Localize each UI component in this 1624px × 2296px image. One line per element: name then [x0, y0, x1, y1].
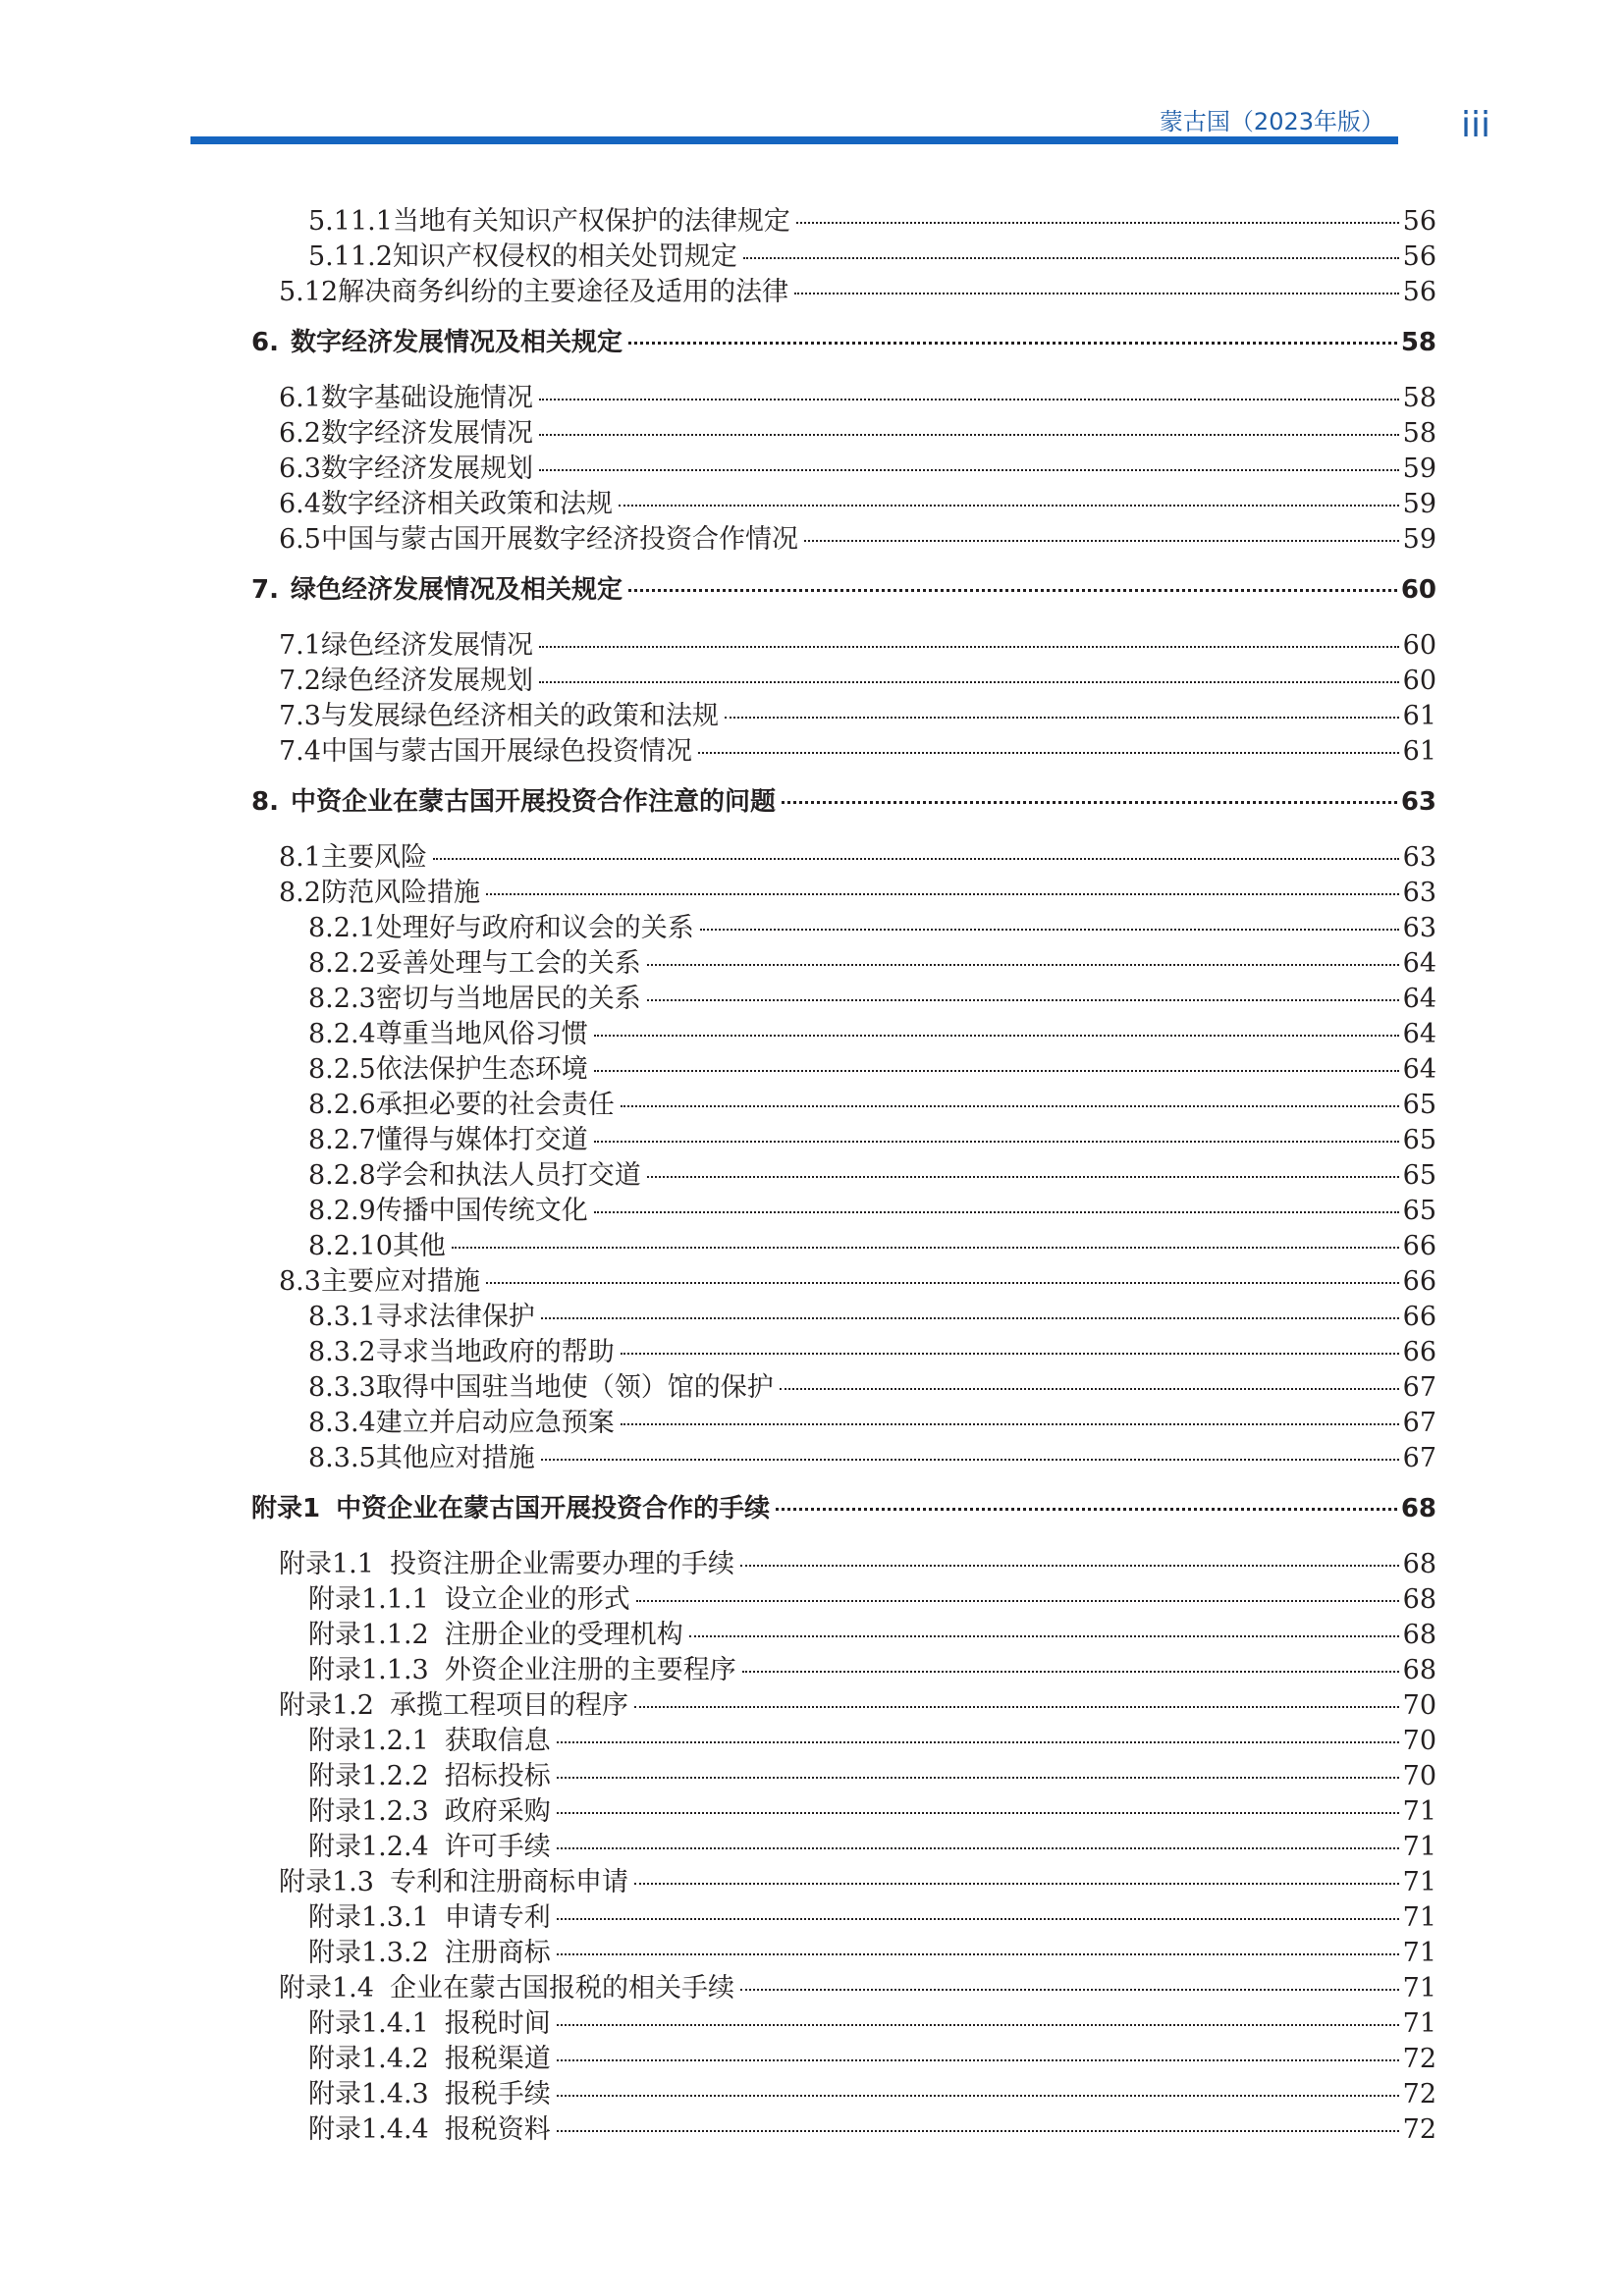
toc-entry-page: 70: [1402, 1761, 1436, 1791]
toc-entry-title: 取得中国驻当地使（领）馆的保护: [375, 1372, 774, 1403]
toc-chapter[interactable]: [251, 569, 1436, 606]
toc-entry-title: 当地有关知识产权保护的法律规定: [392, 206, 790, 237]
header-rule: [190, 136, 1398, 144]
toc-entry-number: 8.3.2: [308, 1337, 376, 1367]
toc-entry-title: 建立并启动应急预案: [375, 1408, 615, 1438]
toc-entry-title: 中国与蒙古国开展绿色投资情况: [320, 736, 692, 767]
toc-entry[interactable]: [279, 482, 1436, 520]
toc-entry-number: 7.2: [279, 666, 321, 696]
toc-entry[interactable]: [279, 623, 1436, 662]
toc-entry-number: 附录1.3.2: [308, 1938, 429, 1968]
toc-entry-number: 附录1.1: [279, 1549, 374, 1579]
toc-entry[interactable]: [279, 729, 1436, 768]
toc-entry-number: 7.4: [279, 736, 321, 767]
toc-entry-page: 68: [1402, 1655, 1436, 1685]
toc-entry-title: 设立企业的形式: [444, 1584, 630, 1615]
toc-entry-page: 58: [1402, 418, 1436, 449]
toc-entry[interactable]: [279, 376, 1436, 414]
dot-leader: [433, 858, 1399, 860]
toc-entry-title: 承揽工程项目的程序: [389, 1690, 628, 1721]
toc-entry-number: 5.12: [279, 277, 339, 307]
dot-leader: [743, 257, 1399, 259]
toc-entry-title: 其他应对措施: [375, 1443, 535, 1473]
toc-entry-title: 尊重当地风俗习惯: [375, 1019, 588, 1049]
toc-entry[interactable]: [308, 1754, 1436, 1792]
toc-entry-title: 投资注册企业需要办理的手续: [389, 1549, 734, 1579]
toc-entry-title: 许可手续: [444, 1832, 551, 1862]
toc-entry[interactable]: [279, 1259, 1436, 1298]
dot-leader: [740, 1989, 1399, 1991]
toc-entry-number: 8.3: [279, 1266, 321, 1297]
toc-entry-number: 6.2: [279, 418, 321, 449]
dot-leader: [557, 2024, 1399, 2026]
running-head: 蒙古国（2023年版）: [1159, 108, 1384, 135]
toc-entry[interactable]: [308, 1789, 1436, 1828]
toc-entry-title: 密切与当地居民的关系: [375, 984, 641, 1014]
toc-entry-title: 申请专利: [444, 1902, 551, 1933]
toc-entry-page: 71: [1402, 1867, 1436, 1897]
toc-entry[interactable]: [308, 1931, 1436, 1969]
toc-entry-page: 60: [1402, 630, 1436, 661]
toc-entry[interactable]: [308, 906, 1436, 944]
toc-entry-page: 56: [1402, 277, 1436, 307]
dot-leader: [557, 2095, 1399, 2097]
toc-entry-number: 6.5: [279, 524, 321, 555]
toc-entry-title: 数字经济发展规划: [320, 454, 533, 484]
toc-entry-title: 注册商标: [444, 1938, 551, 1968]
toc-entry[interactable]: [308, 1648, 1436, 1686]
toc-entry-page: 63: [1402, 913, 1436, 943]
dot-leader: [594, 1070, 1399, 1072]
page-number: iii: [1461, 105, 1491, 145]
toc-chapter-title: 中资企业在蒙古国开展投资合作注意的问题: [291, 787, 777, 817]
dot-leader: [619, 505, 1399, 507]
toc-entry-number: 附录1.1.3: [308, 1655, 429, 1685]
dot-leader: [557, 2130, 1399, 2132]
toc-entry[interactable]: [308, 1153, 1436, 1192]
dot-leader: [486, 1282, 1399, 1284]
toc-entry[interactable]: [279, 1683, 1436, 1722]
toc-chapter-title: 数字经济发展情况及相关规定: [291, 328, 623, 357]
toc-entry[interactable]: [308, 1047, 1436, 1086]
toc-entry-number: 8.2.3: [308, 984, 376, 1014]
dot-leader: [621, 1353, 1399, 1355]
toc-entry-title: 中国与蒙古国开展数字经济投资合作情况: [320, 524, 798, 555]
dot-leader: [804, 540, 1399, 542]
toc-chapter-page: 63: [1400, 787, 1436, 817]
toc-entry-number: 8.3.1: [308, 1302, 376, 1332]
toc-entry-number: 附录1.2.1: [308, 1726, 429, 1756]
dot-leader: [539, 469, 1399, 471]
toc-entry-number: 附录1.3.1: [308, 1902, 429, 1933]
toc-entry-title: 知识产权侵权的相关处罚规定: [392, 241, 737, 272]
toc-entry[interactable]: [279, 659, 1436, 697]
dot-leader: [796, 222, 1399, 224]
toc-entry-title: 寻求当地政府的帮助: [375, 1337, 615, 1367]
toc-entry-page: 65: [1402, 1160, 1436, 1191]
toc-entry-title: 报税资料: [444, 2114, 551, 2145]
dot-leader: [539, 646, 1399, 648]
dot-leader: [621, 1423, 1399, 1425]
toc-entry-page: 72: [1402, 2079, 1436, 2109]
toc-entry[interactable]: [308, 2072, 1436, 2110]
toc-entry-page: 67: [1402, 1372, 1436, 1403]
toc-entry-number: 附录1.4.2: [308, 2044, 429, 2074]
toc-entry-number: 6.4: [279, 489, 321, 519]
toc-entry-page: 66: [1402, 1302, 1436, 1332]
toc-chapter[interactable]: [251, 1488, 1436, 1524]
toc-entry-title: 承担必要的社会责任: [375, 1090, 615, 1120]
toc-entry-number: 8.2.2: [308, 948, 376, 979]
dot-leader: [740, 1565, 1399, 1567]
toc-entry-page: 72: [1402, 2044, 1436, 2074]
toc-entry[interactable]: [279, 871, 1436, 909]
toc-entry-page: 71: [1402, 1938, 1436, 1968]
toc-entry-title: 解决商务纠纷的主要途径及适用的法律: [338, 277, 789, 307]
toc-entry-number: 附录1.1.2: [308, 1620, 429, 1650]
toc-entry-page: 66: [1402, 1337, 1436, 1367]
toc-entry-number: 8.2: [279, 878, 321, 908]
toc-entry-page: 66: [1402, 1266, 1436, 1297]
toc-entry-page: 56: [1402, 241, 1436, 272]
toc-entry[interactable]: [279, 694, 1436, 732]
toc-entry[interactable]: [308, 199, 1436, 238]
toc-entry-title: 绿色经济发展规划: [320, 666, 533, 696]
toc-entry-title: 外资企业注册的主要程序: [444, 1655, 736, 1685]
dot-leader: [689, 1635, 1399, 1637]
toc-chapter[interactable]: [251, 781, 1436, 818]
toc-entry[interactable]: [279, 1860, 1436, 1898]
dot-leader: [782, 801, 1397, 804]
toc-entry[interactable]: [279, 835, 1436, 874]
toc-entry[interactable]: [308, 977, 1436, 1015]
toc-entry[interactable]: [308, 1365, 1436, 1404]
dot-leader: [621, 1105, 1399, 1107]
toc-entry-page: 70: [1402, 1690, 1436, 1721]
toc-chapter-number: 7.: [251, 575, 279, 605]
toc-entry-number: 8.1: [279, 842, 321, 873]
dot-leader: [725, 717, 1399, 719]
toc-entry-number: 附录1.2: [279, 1690, 374, 1721]
toc-entry-number: 附录1.2.3: [308, 1796, 429, 1827]
toc-entry-number: 7.1: [279, 630, 321, 661]
toc-entry[interactable]: [308, 1083, 1436, 1121]
toc-entry-page: 66: [1402, 1231, 1436, 1261]
toc-entry[interactable]: [308, 1224, 1436, 1262]
toc-chapter[interactable]: [251, 322, 1436, 358]
dot-leader: [539, 399, 1399, 400]
toc-entry-page: 65: [1402, 1090, 1436, 1120]
toc-entry-page: 71: [1402, 2008, 1436, 2039]
dot-leader: [541, 1459, 1399, 1461]
toc-entry[interactable]: [308, 1401, 1436, 1439]
dot-leader: [594, 1141, 1399, 1143]
toc-entry-page: 61: [1402, 701, 1436, 731]
toc-entry-number: 附录1.2.2: [308, 1761, 429, 1791]
dot-leader: [647, 964, 1399, 966]
toc-entry-title: 处理好与政府和议会的关系: [375, 913, 694, 943]
toc-chapter-page: 58: [1400, 328, 1436, 357]
toc-entry-page: 64: [1402, 1054, 1436, 1085]
dot-leader: [557, 1847, 1399, 1849]
dot-leader: [486, 893, 1399, 895]
dot-leader: [452, 1247, 1399, 1249]
toc-entry[interactable]: [308, 1330, 1436, 1368]
dot-leader: [794, 293, 1399, 294]
toc-entry-number: 8.2.10: [308, 1231, 393, 1261]
dot-leader: [594, 1211, 1399, 1213]
toc-entry-page: 64: [1402, 1019, 1436, 1049]
toc-entry-title: 数字基础设施情况: [320, 383, 533, 413]
toc-entry-page: 63: [1402, 878, 1436, 908]
toc-entry-title: 其他: [392, 1231, 446, 1261]
toc-entry-title: 传播中国传统文化: [375, 1196, 588, 1226]
toc-entry-page: 58: [1402, 383, 1436, 413]
toc-entry-number: 8.2.6: [308, 1090, 376, 1120]
toc-entry[interactable]: [279, 411, 1436, 450]
toc-entry-number: 附录1.3: [279, 1867, 374, 1897]
toc-entry-number: 附录1.4.4: [308, 2114, 429, 2145]
toc-entry-title: 专利和注册商标申请: [389, 1867, 628, 1897]
toc-entry-title: 数字经济发展情况: [320, 418, 533, 449]
toc-entry-title: 招标投标: [444, 1761, 551, 1791]
toc-chapter-page: 60: [1400, 575, 1436, 605]
toc-entry-page: 71: [1402, 1973, 1436, 2003]
toc-entry-page: 64: [1402, 948, 1436, 979]
toc-entry-title: 企业在蒙古国报税的相关手续: [389, 1973, 734, 2003]
toc-entry[interactable]: [308, 1012, 1436, 1050]
toc-entry-title: 主要应对措施: [320, 1266, 480, 1297]
toc-entry-page: 68: [1402, 1584, 1436, 1615]
toc-chapter-page: 68: [1400, 1494, 1436, 1523]
toc-entry-number: 8.2.5: [308, 1054, 376, 1085]
toc-entry[interactable]: [279, 447, 1436, 485]
toc-entry[interactable]: [308, 1118, 1436, 1156]
toc-entry-title: 与发展绿色经济相关的政策和法规: [320, 701, 719, 731]
toc-entry-page: 67: [1402, 1408, 1436, 1438]
toc-entry-title: 妥善处理与工会的关系: [375, 948, 641, 979]
toc-entry-page: 60: [1402, 666, 1436, 696]
toc-entry-title: 学会和执法人员打交道: [375, 1160, 641, 1191]
toc-entry[interactable]: [308, 2037, 1436, 2075]
toc-entry-page: 61: [1402, 736, 1436, 767]
toc-entry-title: 依法保护生态环境: [375, 1054, 588, 1085]
toc-entry[interactable]: [279, 1966, 1436, 2004]
toc-entry[interactable]: [308, 941, 1436, 980]
dot-leader: [780, 1388, 1399, 1390]
toc-entry-title: 主要风险: [320, 842, 427, 873]
toc-entry-number: 8.2.1: [308, 913, 376, 943]
dot-leader: [698, 752, 1399, 754]
toc-entry-title: 政府采购: [444, 1796, 551, 1827]
toc-entry-number: 8.3.4: [308, 1408, 376, 1438]
toc-entry-number: 6.3: [279, 454, 321, 484]
dot-leader: [636, 1600, 1399, 1602]
toc-entry-title: 注册企业的受理机构: [444, 1620, 683, 1650]
dot-leader: [628, 589, 1397, 592]
dot-leader: [557, 1777, 1399, 1779]
dot-leader: [742, 1671, 1399, 1673]
toc-entry[interactable]: [308, 1436, 1436, 1474]
toc-entry[interactable]: [279, 270, 1436, 308]
toc-entry-number: 5.11.1: [308, 206, 393, 237]
toc-entry-number: 8.3.5: [308, 1443, 376, 1473]
toc-entry-page: 65: [1402, 1125, 1436, 1155]
dot-leader: [557, 1953, 1399, 1955]
toc-entry-page: 68: [1402, 1549, 1436, 1579]
toc-entry[interactable]: [308, 1577, 1436, 1616]
dot-leader: [539, 434, 1399, 436]
toc-chapter-title: 绿色经济发展情况及相关规定: [291, 575, 623, 605]
toc-entry-title: 懂得与媒体打交道: [375, 1125, 588, 1155]
dot-leader: [634, 1883, 1399, 1885]
toc-entry-page: 70: [1402, 1726, 1436, 1756]
toc-entry-page: 64: [1402, 984, 1436, 1014]
toc-entry-number: 8.2.9: [308, 1196, 376, 1226]
toc-entry-page: 63: [1402, 842, 1436, 873]
toc-entry-title: 报税时间: [444, 2008, 551, 2039]
toc-entry-page: 71: [1402, 1796, 1436, 1827]
toc-entry-number: 7.3: [279, 701, 321, 731]
toc-entry-number: 8.2.8: [308, 1160, 376, 1191]
dot-leader: [700, 929, 1399, 931]
toc-entry-title: 获取信息: [444, 1726, 551, 1756]
dot-leader: [628, 342, 1397, 345]
toc-entry-number: 8.2.4: [308, 1019, 376, 1049]
toc-entry-title: 报税手续: [444, 2079, 551, 2109]
dot-leader: [557, 1741, 1399, 1743]
toc-entry-number: 8.2.7: [308, 1125, 376, 1155]
toc-entry[interactable]: [308, 1189, 1436, 1227]
toc-entry-number: 附录1.4.3: [308, 2079, 429, 2109]
toc-entry[interactable]: [308, 1719, 1436, 1757]
toc-entry-page: 56: [1402, 206, 1436, 237]
toc-entry-page: 72: [1402, 2114, 1436, 2145]
dot-leader: [647, 1176, 1399, 1178]
toc-chapter-title: 中资企业在蒙古国开展投资合作的手续: [336, 1494, 771, 1523]
toc-entry[interactable]: [308, 2002, 1436, 2040]
toc-chapter-number: 8.: [251, 787, 279, 817]
dot-leader: [541, 1317, 1399, 1319]
toc-entry[interactable]: [308, 1825, 1436, 1863]
dot-leader: [557, 2059, 1399, 2061]
toc-entry-page: 59: [1402, 524, 1436, 555]
toc-entry[interactable]: [308, 1896, 1436, 1934]
dot-leader: [647, 999, 1399, 1001]
toc-entry-page: 71: [1402, 1832, 1436, 1862]
toc-entry-number: 5.11.2: [308, 241, 393, 272]
toc-entry-title: 防范风险措施: [320, 878, 480, 908]
toc-entry-page: 65: [1402, 1196, 1436, 1226]
toc-entry-number: 附录1.1.1: [308, 1584, 429, 1615]
toc-entry-number: 附录1.4: [279, 1973, 374, 2003]
toc-entry-number: 附录1.4.1: [308, 2008, 429, 2039]
toc-entry[interactable]: [279, 517, 1436, 556]
toc-chapter-number: 附录1: [251, 1494, 321, 1523]
dot-leader: [776, 1508, 1397, 1511]
toc-chapter-number: 6.: [251, 328, 279, 357]
dot-leader: [539, 681, 1399, 683]
toc-entry-number: 8.3.3: [308, 1372, 376, 1403]
toc-entry-page: 67: [1402, 1443, 1436, 1473]
toc-entry-page: 59: [1402, 489, 1436, 519]
toc-entry[interactable]: [279, 1542, 1436, 1580]
toc-entry-title: 报税渠道: [444, 2044, 551, 2074]
toc-entry[interactable]: [308, 2108, 1436, 2146]
toc-entry[interactable]: [308, 1613, 1436, 1651]
toc-entry-title: 数字经济相关政策和法规: [320, 489, 613, 519]
toc-entry-page: 68: [1402, 1620, 1436, 1650]
toc-entry-number: 附录1.2.4: [308, 1832, 429, 1862]
dot-leader: [557, 1812, 1399, 1814]
toc-entry-title: 寻求法律保护: [375, 1302, 535, 1332]
toc-entry[interactable]: [308, 1295, 1436, 1333]
toc-entry-number: 6.1: [279, 383, 321, 413]
toc-entry-title: 绿色经济发展情况: [320, 630, 533, 661]
dot-leader: [594, 1035, 1399, 1037]
dot-leader: [634, 1706, 1399, 1708]
dot-leader: [557, 1918, 1399, 1920]
toc-entry-page: 59: [1402, 454, 1436, 484]
toc-entry[interactable]: [308, 235, 1436, 273]
toc-entry-page: 71: [1402, 1902, 1436, 1933]
